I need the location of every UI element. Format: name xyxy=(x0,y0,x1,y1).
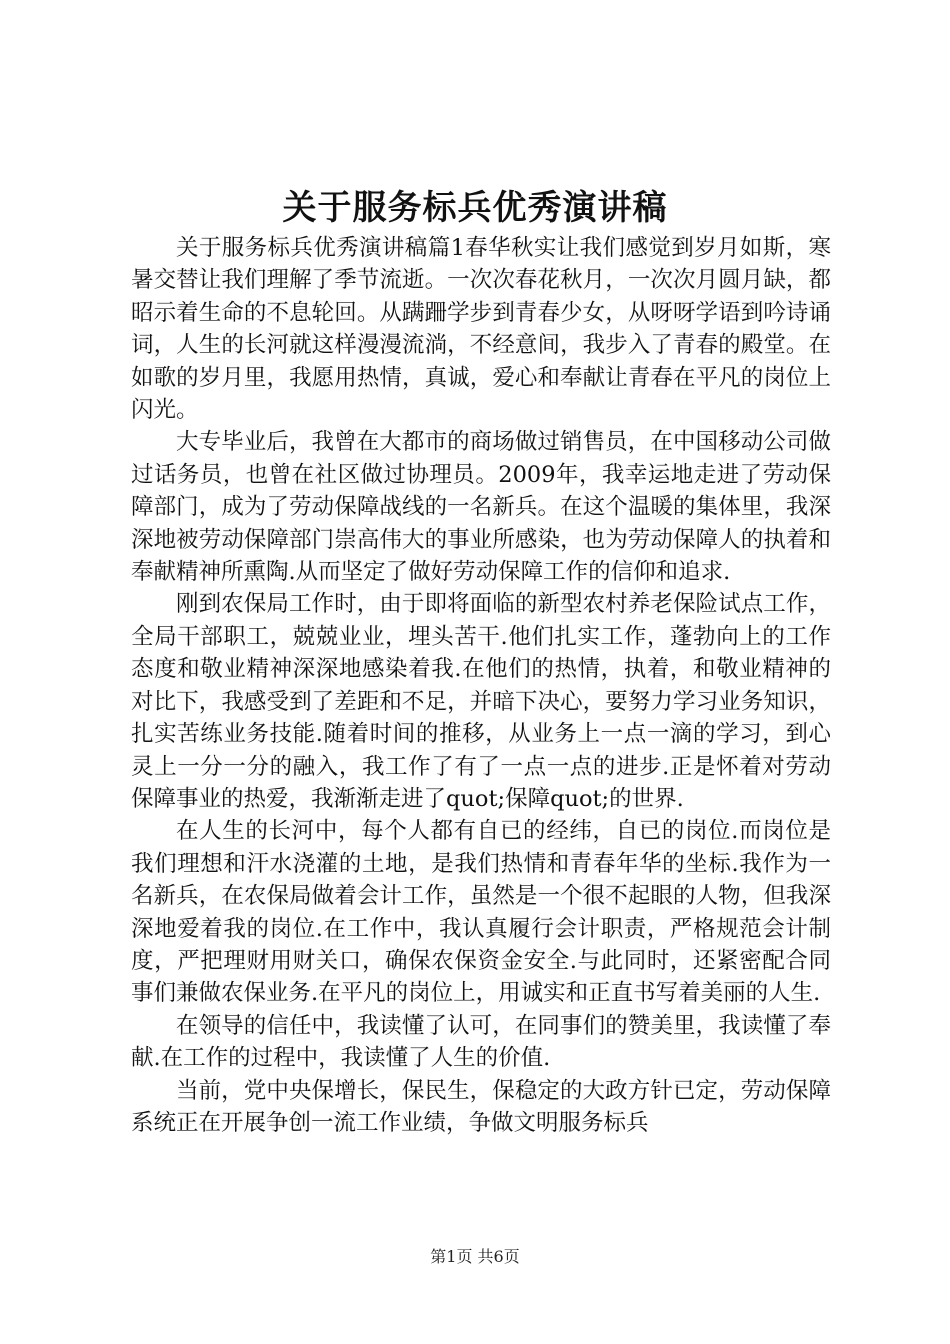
paragraph-3: 刚到农保局工作时，由于即将面临的新型农村养老保险试点工作，全局干部职工，兢兢业业，埋头苦干.他们扎实工作，蓬勃向上的工作态度和敬业精神深深地感染着我.在他们的热情，执着，和敬业精神的对比下，我感受到了差距和不足，并暗下决心，要努力学习业务知识，扎实苦练业务技能.随着时间的推移，从业务上一点一滴的学习，到心灵上一分一分的融入，我工作了有了一点一点的进步.正是怀着对劳动保障事业的热爱，我渐渐走进了quot;保障quot;的世界. xyxy=(131,591,831,812)
document-body xyxy=(131,232,831,1139)
page-footer: 第1页 共6页 xyxy=(430,1247,520,1266)
paragraph-1: 关于服务标兵优秀演讲稿篇1春华秋实让我们感觉到岁月如斯，寒暑交替让我们理解了季节流逝。一次次春花秋月，一次次月圆月缺，都昭示着生命的不息轮回。从蹒跚学步到青春少女，从呀呀学语到吟诗诵词，人生的长河就这样漫漫流淌，不经意间，我步入了青春的殿堂。在如歌的岁月里，我愿用热情，真诚，爱心和奉献让青春在平凡的岗位上闪光。 xyxy=(131,235,831,424)
paragraph-5: 在领导的信任中，我读懂了认可，在同事们的赞美里，我读懂了奉献.在工作的过程中，我读懂了人生的价值. xyxy=(131,1012,831,1072)
paragraph-4: 在人生的长河中，每个人都有自已的经纬，自已的岗位.而岗位是我们理想和汗水浇灌的土地，是我们热情和青春年华的坐标.我作为一名新兵，在农保局做着会计工作，虽然是一个很不起眼的人物，但我深深地爱着我的岗位.在工作中，我认真履行会计职责，严格规范会计制度，严把理财用财关口，确保农保资金安全.与此同时，还紧密配合同事们兼做农保业务.在平凡的岗位上，用诚实和正直书写着美丽的人生. xyxy=(131,818,831,1007)
paragraph-2: 大专毕业后，我曾在大都市的商场做过销售员，在中国移动公司做过话务员，也曾在社区做过协理员。2009年，我幸运地走进了劳动保障部门，成为了劳动保障战线的一名新兵。在这个温暖的集体里，我深深地被劳动保障部门崇高伟大的事业所感染，也为劳动保障人的执着和奉献精神所熏陶.从而坚定了做好劳动保障工作的信仰和追求. xyxy=(131,429,831,586)
document-title: 关于服务标兵优秀演讲稿 xyxy=(282,188,668,228)
paragraph-6: 当前，党中央保增长，保民生，保稳定的大政方针已定，劳动保障系统正在开展争创一流工作业绩，争做文明服务标兵 xyxy=(131,1077,831,1136)
